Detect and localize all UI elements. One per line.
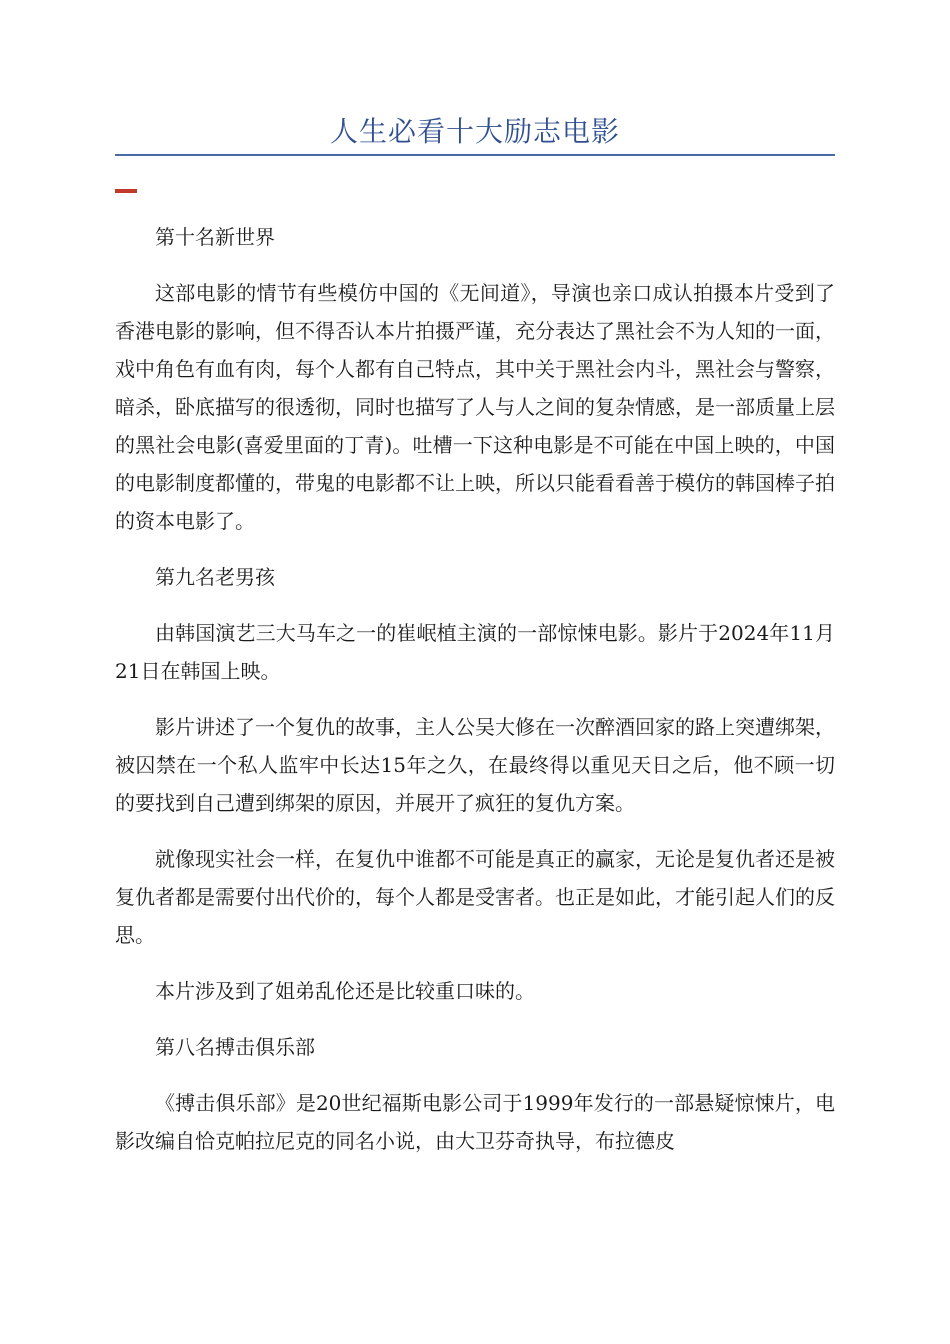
paragraph: 影片讲述了一个复仇的故事，主人公吴大修在一次醉酒回家的路上突遭绑架，被囚禁在一个私人监牢中长达15年之久，在最终得以重见天日之后，他不顾一切的要找到自己遭到绑架的原因，并展开了疯狂的复仇方案。	[115, 715, 835, 815]
section-heading: 第九名老男孩	[155, 565, 275, 589]
section-heading: 第十名新世界	[155, 225, 275, 249]
section-heading: 第八名搏击俱乐部	[155, 1035, 315, 1059]
paragraph: 本片涉及到了姐弟乱伦还是比较重口味的。	[155, 979, 535, 1003]
paragraph: 这部电影的情节有些模仿中国的《无间道》，导演也亲口成认拍摄本片受到了香港电影的影响，但不得否认本片拍摄严谨，充分表达了黑社会不为人知的一面，戏中角色有血有肉，每个人都有自己特点，其中关于黑社会内斗，黑社会与警察，暗杀，卧底描写的很透彻，同时也描写了人与人之间的复杂情感，是一部质量上层的黑社会电影(喜爱里面的丁青)。吐槽一下这种电影是不可能在中国上映的，中国的电影制度都懂的，带鬼的电影都不让上映，所以只能看看善于模仿的韩国棒子拍的资本电影了。	[115, 281, 835, 533]
title-underline	[115, 154, 835, 156]
document-title: 人生必看十大励志电影	[329, 115, 620, 148]
paragraph: 由韩国演艺三大马车之一的崔岷植主演的一部惊悚电影。影片于2024年11月21日在韩国上映。	[115, 621, 835, 683]
document-body	[115, 218, 835, 1178]
paragraph: 就像现实社会一样，在复仇中谁都不可能是真正的赢家，无论是复仇者还是被复仇者都是需要付出代价的，每个人都是受害者。也正是如此，才能引起人们的反思。	[115, 847, 835, 947]
paragraph: 《搏击俱乐部》是20世纪福斯电影公司于1999年发行的一部悬疑惊悚片，电影改编自恰克帕拉尼克的同名小说，由大卫芬奇执导，布拉德皮	[115, 1091, 835, 1153]
accent-mark	[115, 189, 137, 193]
